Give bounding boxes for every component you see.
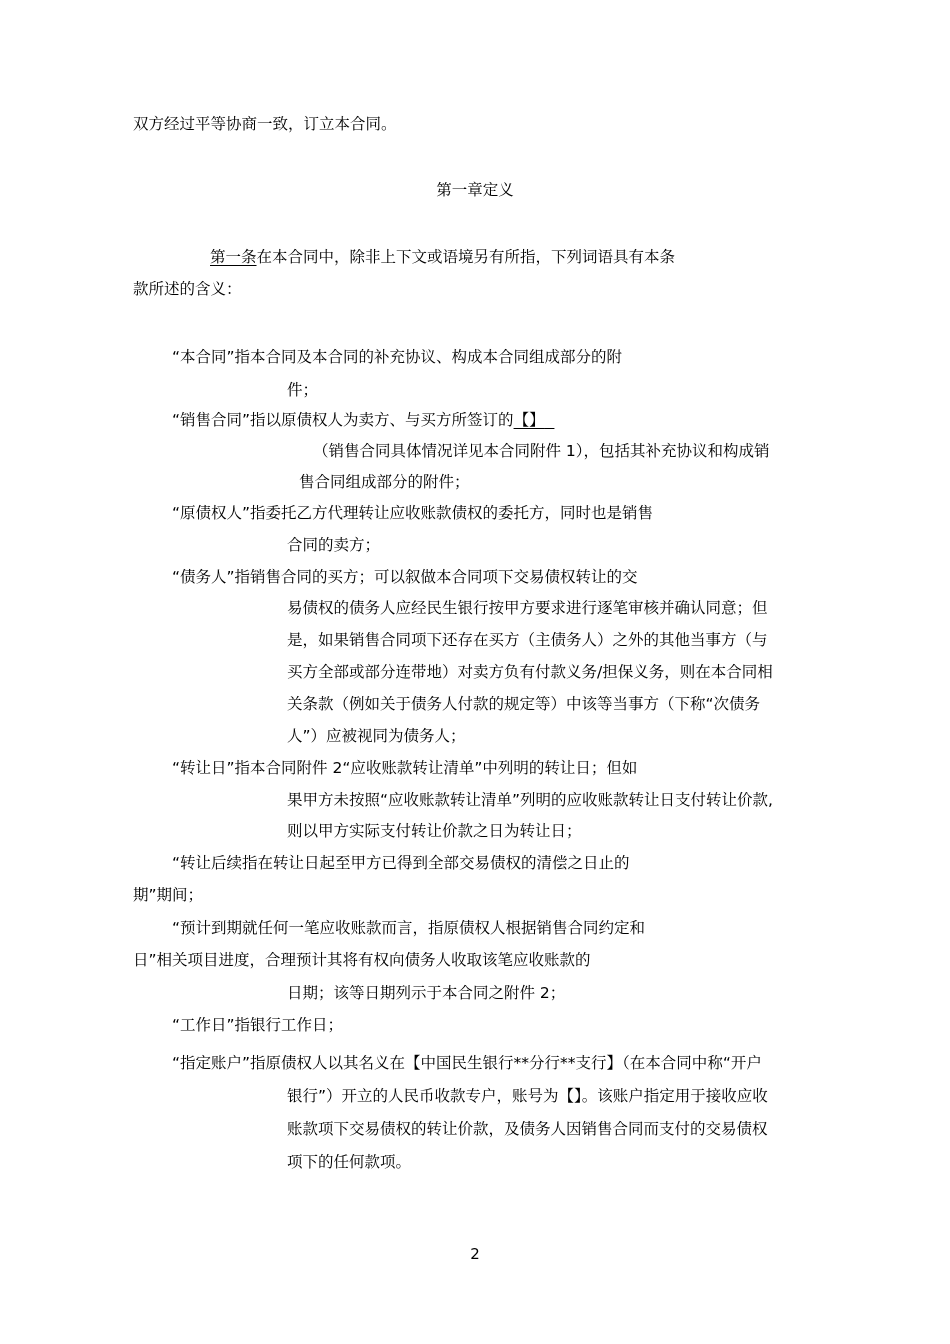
def-expected-maturity-line-3: 日期；该等日期列示于本合同之附件 2； xyxy=(287,984,566,1002)
def-sales-contract-line-1 xyxy=(172,410,554,430)
def-debtor-line-5: 关条款（例如关于债务人付款的规定等）中该等当事方（下称“次债务 xyxy=(287,695,761,713)
def-debtor-line-6: 人”）应被视同为债务人； xyxy=(287,727,466,745)
def-designated-account-line-1: “指定账户”指原债权人以其名义在【中国民生银行**分行**支行】（在本合同中称“开户 xyxy=(172,1054,762,1072)
def-expected-maturity-line-2: 日”相关项目进度，合理预计其将有权向债务人收取该笔应收账款的 xyxy=(133,951,591,969)
def-business-day-line-1: “工作日”指银行工作日； xyxy=(172,1016,344,1034)
def-designated-account-line-3: 账款项下交易债权的转让价款，及债务人因销售合同而支付的交易债权 xyxy=(287,1120,768,1138)
def-contract-line-1: “本合同”指本合同及本合同的补充协议、构成本合同组成部分的附 xyxy=(172,348,623,366)
def-transfer-date-line-1: “转让日”指本合同附件 2“应收账款转让清单”中列明的转让日；但如 xyxy=(172,759,638,777)
article-1-line-1 xyxy=(210,247,675,267)
def-original-creditor-line-1: “原债权人”指委托乙方代理转让应收账款债权的委托方，同时也是销售 xyxy=(172,504,654,522)
def-debtor-line-4: 买方全部或部分连带地）对卖方负有付款义务/担保义务，则在本合同相 xyxy=(287,663,773,681)
page-number: 2 xyxy=(470,1245,480,1263)
article-1-line-2: 款所述的含义： xyxy=(133,280,242,298)
def-contract-line-2: 件； xyxy=(287,381,319,399)
def-debtor-line-2: 易债权的债务人应经民生银行按甲方要求进行逐笔审核并确认同意；但 xyxy=(287,599,768,617)
sales-contract-blank-underline xyxy=(545,411,555,429)
intro-paragraph: 双方经过平等协商一致，订立本合同。 xyxy=(133,115,397,133)
article-1-text: 在本合同中，除非上下文或语境另有所指，下列词语具有本条 xyxy=(256,248,676,266)
def-transfer-date-line-2: 果甲方未按照“应收账款转让清单”列明的应收账款转让日支付转让价款, xyxy=(287,791,773,809)
def-original-creditor-line-2: 合同的卖方； xyxy=(287,536,381,554)
def-debtor-line-1: “债务人”指销售合同的买方；可以叙做本合同项下交易债权转让的交 xyxy=(172,568,638,586)
def-sales-contract-line-3: 售合同组成部分的附件； xyxy=(299,473,470,491)
def-sales-contract-text: “销售合同”指以原债权人为卖方、与买方所签订的 xyxy=(172,411,514,429)
article-1-label: 第一条 xyxy=(210,248,257,266)
def-post-transfer-line-1: “转让后续指在转让日起至甲方已得到全部交易债权的清偿之日止的 xyxy=(172,854,630,872)
def-transfer-date-line-3: 则以甲方实际支付转让价款之日为转让日； xyxy=(287,822,582,840)
def-designated-account-line-4: 项下的任何款项。 xyxy=(287,1153,412,1171)
def-debtor-line-3: 是，如果销售合同项下还存在买方（主债务人）之外的其他当事方（与 xyxy=(287,631,768,649)
def-designated-account-line-2: 银行”）开立的人民币收款专户，账号为【】。该账户指定用于接收应收 xyxy=(287,1087,768,1105)
def-expected-maturity-line-1: “预计到期就任何一笔应收账款而言，指原债权人根据销售合同约定和 xyxy=(172,919,646,937)
def-sales-contract-line-2: （销售合同具体情况详见本合同附件 1），包括其补充协议和构成销 xyxy=(313,442,770,460)
def-post-transfer-line-2: 期”期间； xyxy=(133,886,204,904)
chapter-title: 第一章定义 xyxy=(436,181,514,199)
sales-contract-blank: 【】 xyxy=(513,411,545,429)
